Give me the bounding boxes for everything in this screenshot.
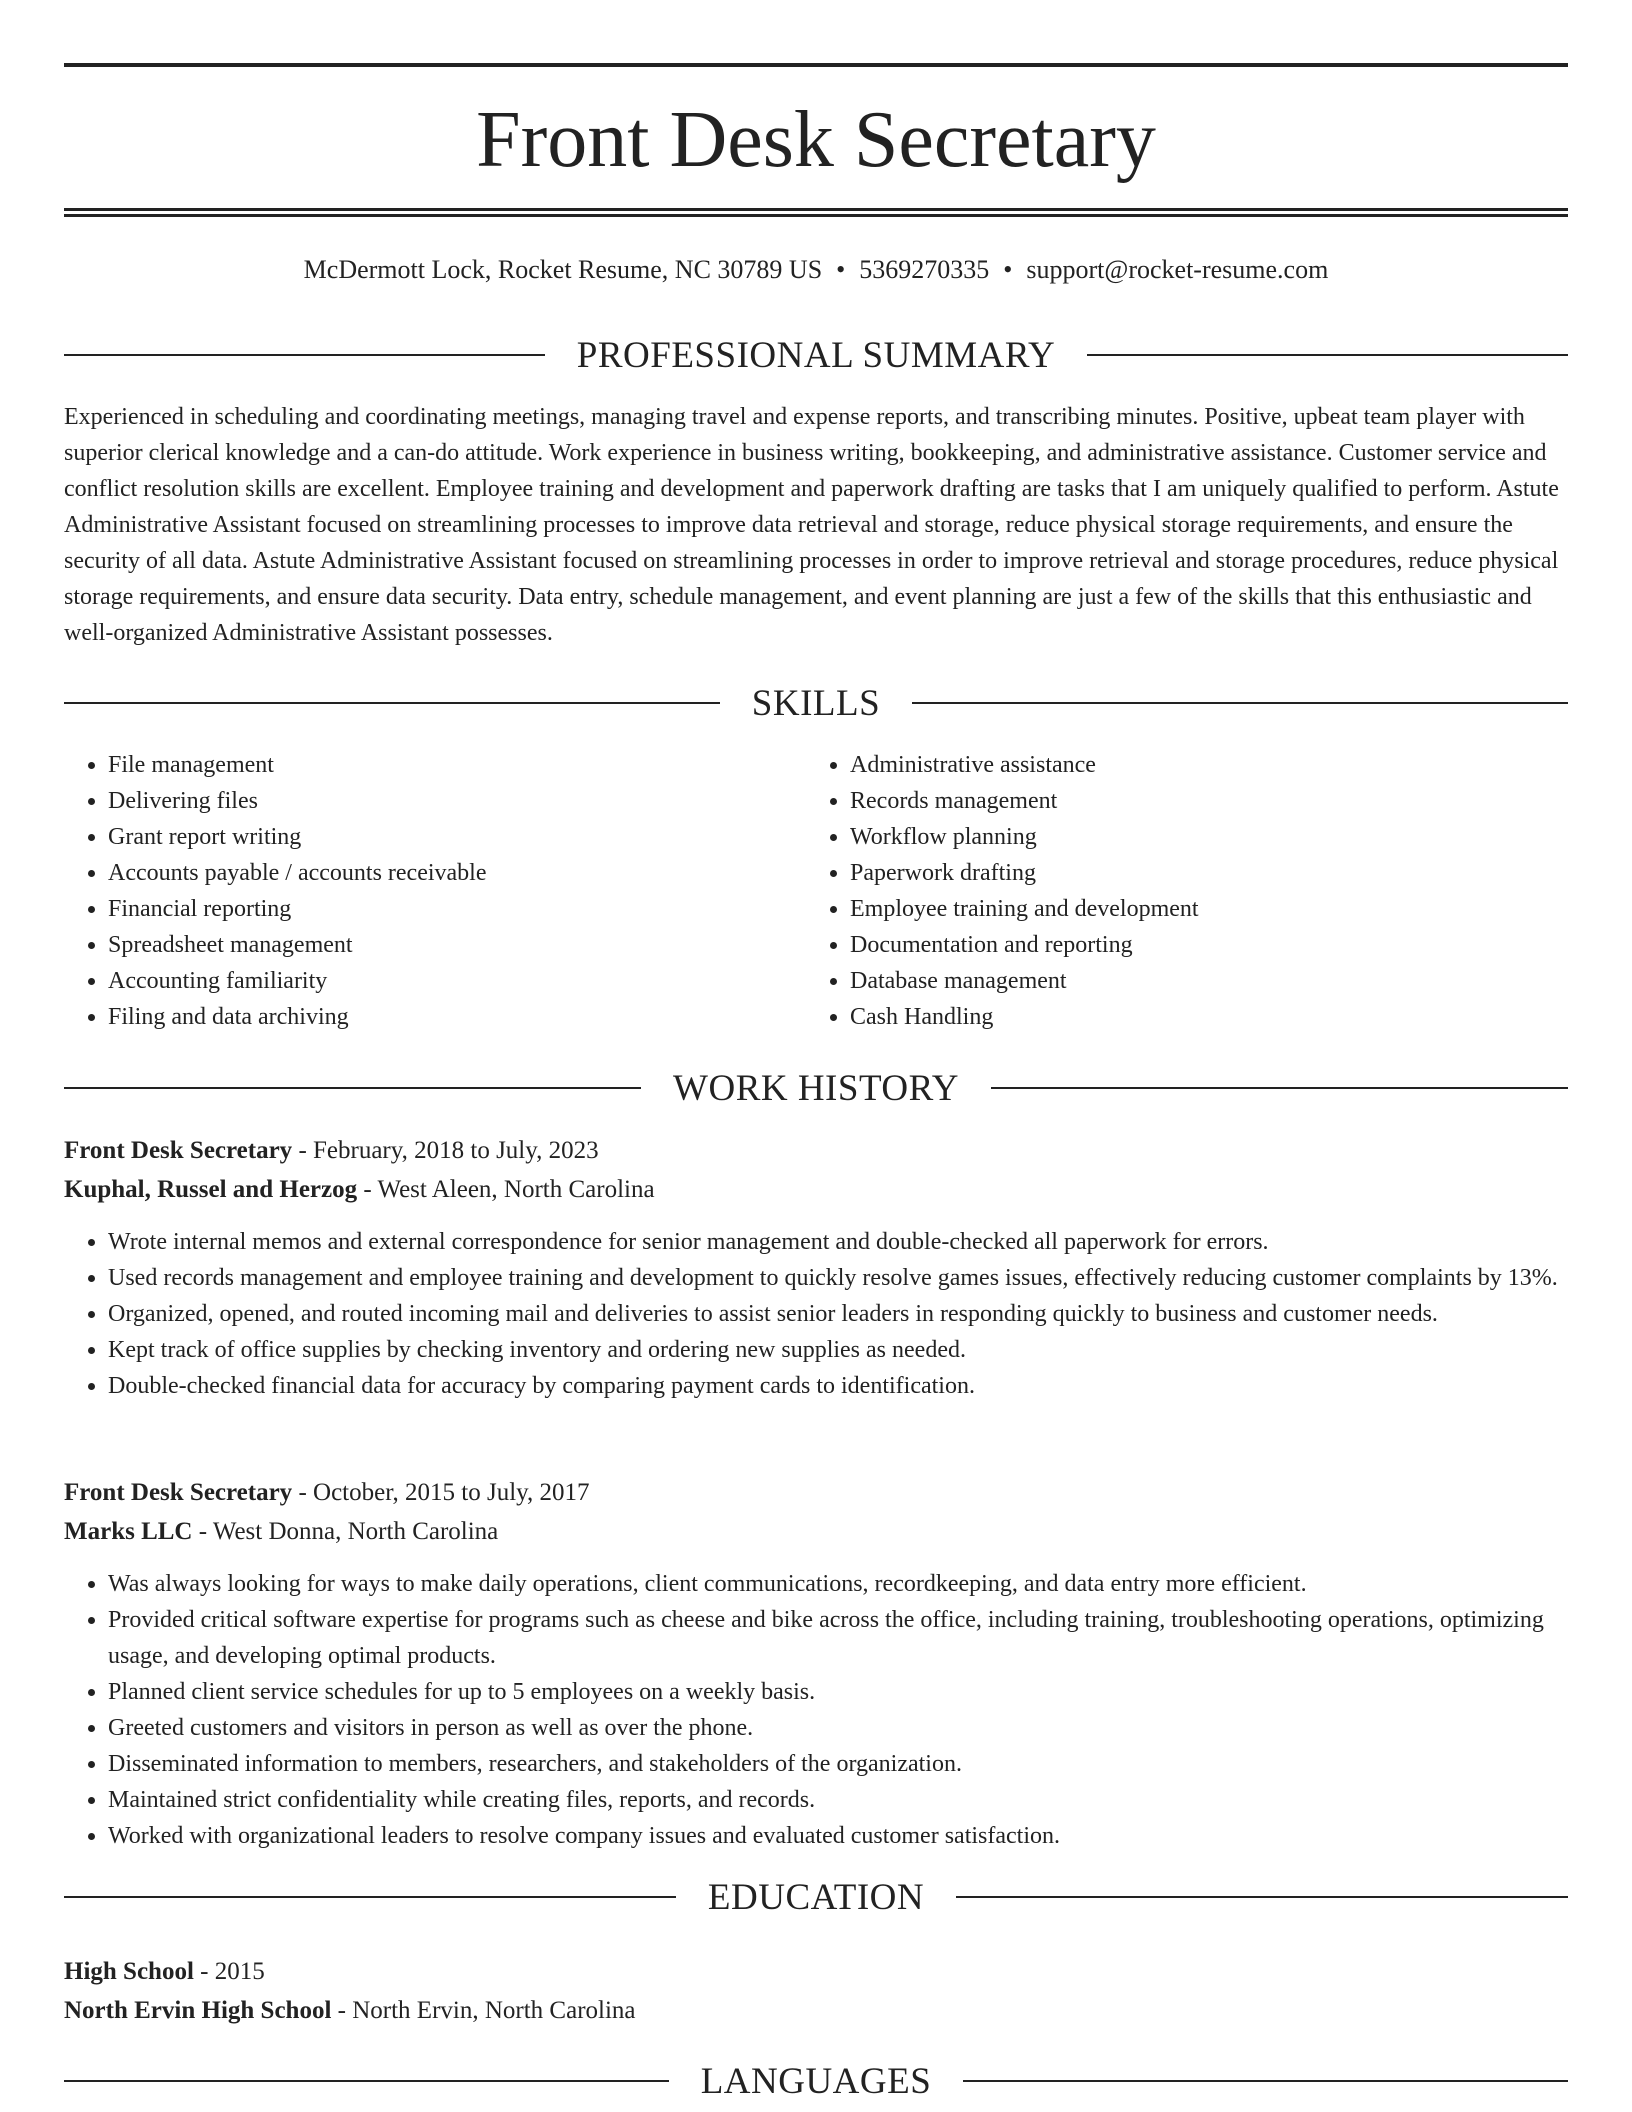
contact-address: McDermott Lock, Rocket Resume, NC 30789 US [303, 255, 823, 284]
education-degree-line [64, 1952, 1568, 1991]
job-company: Kuphal, Russel and Herzog [64, 1176, 358, 1203]
job-title-line [64, 1473, 1568, 1512]
education-location: - North Ervin, North Carolina [331, 1997, 636, 2024]
contact-email: support@rocket-resume.com [1026, 255, 1329, 284]
job-title-line [64, 1131, 1568, 1170]
heading-rule [991, 1087, 1568, 1089]
job-company-line [64, 1170, 1568, 1209]
job-entry [64, 1131, 1568, 1404]
job-dates: - October, 2015 to July, 2017 [292, 1479, 590, 1506]
section-title: EDUCATION [707, 1876, 925, 1918]
section-title: WORK HISTORY [673, 1067, 959, 1109]
contact-phone: 5369270335 [859, 255, 990, 284]
job-entry [64, 1473, 1568, 1854]
skill-item: • Filing and data archiving [108, 999, 806, 1035]
skill-item: • File management [108, 747, 806, 783]
job-bullet: • Was always looking for ways to make daily operations, client communications, recordkeeping, and data entry more efficient. [108, 1566, 1568, 1602]
job-bullet: • Planned client service schedules for up to 5 employees on a weekly basis. [108, 1674, 1568, 1710]
heading-rule [64, 354, 545, 356]
skill-item: • Accounting familiarity [108, 963, 806, 999]
job-bullet: • Worked with organizational leaders to resolve company issues and evaluated customer satisfaction. [108, 1818, 1568, 1854]
job-bullet: • Maintained strict confidentiality while creating files, reports, and records. [108, 1782, 1568, 1818]
resume-title: Front Desk Secretary [476, 96, 1156, 184]
section-title: SKILLS [751, 682, 881, 724]
job-company-line [64, 1512, 1568, 1551]
section-title: PROFESSIONAL SUMMARY [576, 334, 1056, 376]
skill-item: • Spreadsheet management [108, 927, 806, 963]
skill-item: • Grant report writing [108, 819, 806, 855]
job-company: Marks LLC [64, 1518, 193, 1545]
skills-column-right [806, 747, 1548, 1035]
skill-item: • Accounts payable / accounts receivable [108, 855, 806, 891]
education-school: North Ervin High School [64, 1997, 332, 2024]
education-entry [64, 1952, 1568, 2030]
section-heading-education [64, 1875, 1568, 1919]
job-bullet: • Greeted customers and visitors in person as well as over the phone. [108, 1710, 1568, 1746]
section-heading-work [64, 1066, 1568, 1110]
skill-item: • Workflow planning [850, 819, 1548, 855]
heading-rule [64, 2080, 669, 2082]
heading-rule [64, 1087, 641, 1089]
top-divider [64, 63, 1568, 67]
heading-rule [1087, 354, 1568, 356]
heading-rule [64, 1896, 676, 1898]
section-heading-languages [64, 2059, 1568, 2103]
job-bullet: • Provided critical software expertise for programs such as cheese and bike across the office, including training, troubleshooting operations, optimizing usage, and developing optimal products. [108, 1602, 1568, 1674]
skill-item: • Financial reporting [108, 891, 806, 927]
skill-item: • Administrative assistance [850, 747, 1548, 783]
job-location: - West Donna, North Carolina [192, 1518, 499, 1545]
contact-separator: • [836, 255, 846, 284]
job-bullets [64, 1224, 1568, 1404]
job-dates: - February, 2018 to July, 2023 [292, 1137, 599, 1164]
skill-item: • Paperwork drafting [850, 855, 1548, 891]
job-bullet: • Organized, opened, and routed incoming mail and deliveries to assist senior leaders in responding quickly to business and customer needs. [108, 1296, 1568, 1332]
summary-text: Experienced in scheduling and coordinating meetings, managing travel and expense reports, and transcribing minutes. Positive, upbeat team player with superior clerical knowledge and a can-do attitude. Work experience in business writing, bookkeeping, and administrative assistance. Customer service and conflict resolution skills are excellent. Employee training and development and paperwork drafting are tasks that I am uniquely qualified to perform. Astute Administrative Assistant focused on streamlining processes to improve data retrieval and storage, reduce physical storage requirements, and ensure the security of all data. Astute Administrative Assistant focused on streamlining processes in order to improve retrieval and storage procedures, reduce physical storage requirements, and ensure data security. Data entry, schedule management, and event planning are just a few of the skills that this enthusiastic and well-organized Administrative Assistant possesses. [64, 404, 1559, 646]
skill-item: • Cash Handling [850, 999, 1548, 1035]
contact-separator: • [1003, 255, 1013, 284]
section-heading-summary [64, 333, 1568, 377]
heading-rule [956, 1896, 1568, 1898]
education-year: - 2015 [193, 1958, 265, 1985]
contact-line [64, 252, 1568, 288]
job-bullet: • Wrote internal memos and external correspondence for senior management and double-checked all paperwork for errors. [108, 1224, 1568, 1260]
job-title: Front Desk Secretary [64, 1479, 293, 1506]
job-bullet: • Used records management and employee training and development to quickly resolve games issues, effectively reducing customer complaints by 13%. [108, 1260, 1568, 1296]
job-location: - West Aleen, North Carolina [357, 1176, 655, 1203]
skill-item: • Delivering files [108, 783, 806, 819]
job-title: Front Desk Secretary [64, 1137, 293, 1164]
job-bullets [64, 1566, 1568, 1854]
education-school-line [64, 1991, 1568, 2030]
skill-item: • Records management [850, 783, 1548, 819]
skill-item: • Documentation and reporting [850, 927, 1548, 963]
heading-rule [912, 702, 1568, 704]
education-degree: High School [64, 1958, 194, 1985]
job-bullet: • Double-checked financial data for accuracy by comparing payment cards to identification. [108, 1368, 1568, 1404]
section-title: LANGUAGES [700, 2060, 932, 2102]
skills-column-left [64, 747, 806, 1035]
heading-rule [64, 702, 720, 704]
job-bullet: • Disseminated information to members, researchers, and stakeholders of the organization. [108, 1746, 1568, 1782]
skill-item: • Employee training and development [850, 891, 1548, 927]
heading-rule [963, 2080, 1568, 2082]
skills-list [64, 747, 1568, 1035]
job-bullet: • Kept track of office supplies by checking inventory and ordering new supplies as needed. [108, 1332, 1568, 1368]
section-heading-skills [64, 681, 1568, 725]
title-double-divider [64, 208, 1568, 217]
skill-item: • Database management [850, 963, 1548, 999]
